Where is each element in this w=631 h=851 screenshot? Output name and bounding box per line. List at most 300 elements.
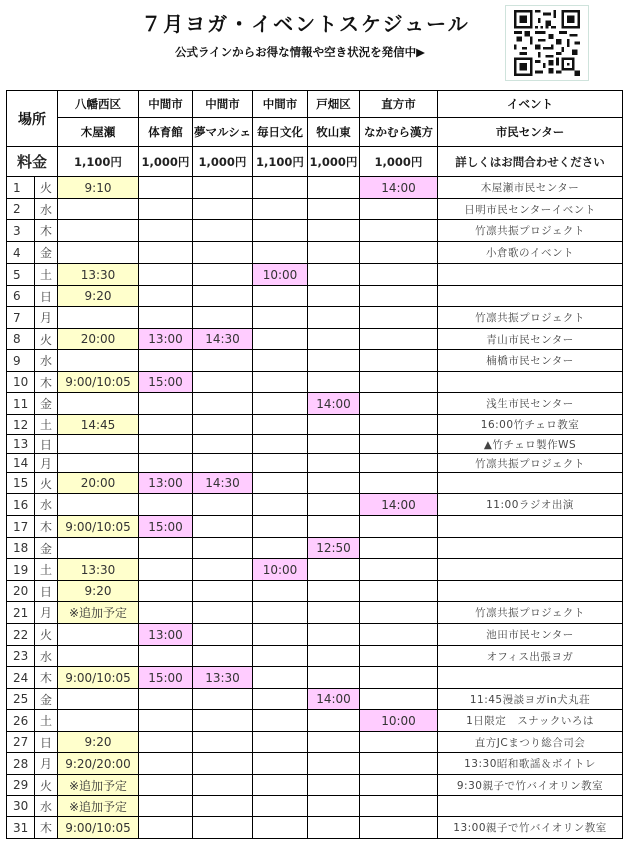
cell-nakamura-kampo: [360, 775, 438, 796]
cell-makiyama-higashi: [308, 350, 360, 372]
cell-nakamura-kampo: [360, 753, 438, 775]
table-row: [7, 393, 623, 415]
table-row: [7, 732, 623, 753]
day-of-week: 月: [35, 602, 58, 624]
day-number: 11: [7, 393, 35, 415]
cell-yume-marche: [193, 516, 253, 538]
cell-nakamura-kampo: [360, 473, 438, 494]
cell-event: [438, 372, 623, 393]
table-row: [7, 435, 623, 454]
cell-event: 11:45漫談ヨガin犬丸荘: [438, 689, 623, 710]
table-row: [7, 494, 623, 516]
cell-kiyase: [58, 646, 139, 667]
day-number: 26: [7, 710, 35, 732]
cell-yume-marche: [193, 796, 253, 817]
cell-mainichi-bunka: [253, 220, 308, 242]
column-venue: 毎日文化: [253, 118, 308, 147]
day-number: 22: [7, 624, 35, 646]
cell-event: 浅生市民センター: [438, 393, 623, 415]
fee-label: 料金: [7, 147, 58, 177]
cell-taiikukan: 15:00: [139, 667, 193, 689]
cell-mainichi-bunka: [253, 307, 308, 329]
cell-taiikukan: [139, 264, 193, 286]
day-of-week: 木: [35, 817, 58, 839]
table-row: [7, 329, 623, 350]
cell-nakamura-kampo: [360, 689, 438, 710]
cell-yume-marche: [193, 454, 253, 473]
cell-yume-marche: 14:30: [193, 473, 253, 494]
cell-yume-marche: [193, 264, 253, 286]
cell-event: 竹凛共振プロジェクト: [438, 602, 623, 624]
qr-code-icon[interactable]: [505, 5, 589, 81]
column-fee: 1,000円: [139, 147, 193, 177]
cell-event: 木屋瀬市民センター: [438, 177, 623, 199]
day-number: 6: [7, 286, 35, 307]
cell-makiyama-higashi: 12:50: [308, 538, 360, 559]
cell-makiyama-higashi: [308, 667, 360, 689]
cell-event: [438, 286, 623, 307]
cell-kiyase: ※追加予定: [58, 775, 139, 796]
cell-taiikukan: [139, 393, 193, 415]
cell-event: 日明市民センターイベント: [438, 199, 623, 220]
cell-kiyase: ※追加予定: [58, 796, 139, 817]
cell-makiyama-higashi: [308, 329, 360, 350]
cell-mainichi-bunka: [253, 393, 308, 415]
cell-taiikukan: 13:00: [139, 473, 193, 494]
cell-nakamura-kampo: [360, 435, 438, 454]
cell-kiyase: [58, 435, 139, 454]
cell-nakamura-kampo: 14:00: [360, 494, 438, 516]
day-number: 12: [7, 415, 35, 435]
column-fee: 1,000円: [193, 147, 253, 177]
day-number: 17: [7, 516, 35, 538]
cell-yume-marche: [193, 415, 253, 435]
cell-taiikukan: [139, 581, 193, 602]
day-of-week: 水: [35, 350, 58, 372]
cell-makiyama-higashi: [308, 220, 360, 242]
day-number: 23: [7, 646, 35, 667]
day-number: 9: [7, 350, 35, 372]
cell-mainichi-bunka: [253, 581, 308, 602]
cell-nakamura-kampo: [360, 264, 438, 286]
table-row: [7, 753, 623, 775]
schedule-table: [6, 90, 623, 839]
fee-row: [7, 147, 623, 177]
day-number: 24: [7, 667, 35, 689]
cell-yume-marche: [193, 307, 253, 329]
cell-nakamura-kampo: [360, 286, 438, 307]
cell-mainichi-bunka: [253, 329, 308, 350]
cell-mainichi-bunka: [253, 689, 308, 710]
day-of-week: 金: [35, 538, 58, 559]
day-of-week: 土: [35, 559, 58, 581]
header-row-venue: [7, 118, 623, 147]
day-number: 8: [7, 329, 35, 350]
cell-yume-marche: [193, 538, 253, 559]
cell-taiikukan: [139, 415, 193, 435]
cell-taiikukan: [139, 242, 193, 264]
day-of-week: 土: [35, 415, 58, 435]
cell-yume-marche: [193, 753, 253, 775]
day-of-week: 火: [35, 177, 58, 199]
day-number: 20: [7, 581, 35, 602]
cell-yume-marche: [193, 689, 253, 710]
cell-yume-marche: [193, 775, 253, 796]
cell-kiyase: 20:00: [58, 473, 139, 494]
cell-kiyase: 9:20: [58, 732, 139, 753]
cell-makiyama-higashi: [308, 559, 360, 581]
cell-taiikukan: [139, 710, 193, 732]
page-title: ７月ヨガ・イベントスケジュール: [141, 12, 470, 36]
cell-kiyase: [58, 494, 139, 516]
cell-makiyama-higashi: [308, 372, 360, 393]
table-row: [7, 646, 623, 667]
cell-yume-marche: [193, 242, 253, 264]
cell-kiyase: 9:20/20:00: [58, 753, 139, 775]
cell-event: [438, 473, 623, 494]
cell-mainichi-bunka: [253, 667, 308, 689]
cell-makiyama-higashi: [308, 796, 360, 817]
cell-makiyama-higashi: 14:00: [308, 689, 360, 710]
cell-yume-marche: [193, 732, 253, 753]
cell-taiikukan: [139, 454, 193, 473]
cell-taiikukan: [139, 199, 193, 220]
column-venue: 夢マルシェ: [193, 118, 253, 147]
cell-kiyase: 9:00/10:05: [58, 372, 139, 393]
cell-mainichi-bunka: [253, 710, 308, 732]
day-of-week: 水: [35, 494, 58, 516]
cell-mainichi-bunka: [253, 602, 308, 624]
cell-nakamura-kampo: [360, 602, 438, 624]
table-row: [7, 796, 623, 817]
table-row: [7, 559, 623, 581]
column-area: 中間市: [139, 91, 193, 118]
column-area: 戸畑区: [308, 91, 360, 118]
day-number: 7: [7, 307, 35, 329]
cell-mainichi-bunka: [253, 732, 308, 753]
table-row: [7, 415, 623, 435]
day-number: 10: [7, 372, 35, 393]
day-of-week: 金: [35, 242, 58, 264]
cell-event: オフィス出張ヨガ: [438, 646, 623, 667]
cell-yume-marche: [193, 581, 253, 602]
cell-makiyama-higashi: [308, 454, 360, 473]
cell-yume-marche: 13:30: [193, 667, 253, 689]
cell-mainichi-bunka: [253, 796, 308, 817]
day-of-week: 火: [35, 329, 58, 350]
day-number: 28: [7, 753, 35, 775]
cell-kiyase: 14:45: [58, 415, 139, 435]
day-number: 4: [7, 242, 35, 264]
table-row: [7, 264, 623, 286]
table-row: [7, 538, 623, 559]
table-row: [7, 242, 623, 264]
cell-makiyama-higashi: [308, 646, 360, 667]
day-number: 16: [7, 494, 35, 516]
day-number: 25: [7, 689, 35, 710]
day-number: 21: [7, 602, 35, 624]
cell-mainichi-bunka: [253, 473, 308, 494]
cell-nakamura-kampo: [360, 559, 438, 581]
column-venue: 木屋瀬: [58, 118, 139, 147]
day-of-week: 土: [35, 710, 58, 732]
cell-event: [438, 516, 623, 538]
cell-kiyase: ※追加予定: [58, 602, 139, 624]
cell-kiyase: 9:00/10:05: [58, 667, 139, 689]
cell-nakamura-kampo: [360, 817, 438, 839]
table-row: [7, 177, 623, 199]
table-row: [7, 624, 623, 646]
day-number: 31: [7, 817, 35, 839]
cell-taiikukan: [139, 689, 193, 710]
cell-nakamura-kampo: [360, 516, 438, 538]
cell-nakamura-kampo: [360, 581, 438, 602]
cell-event: 池田市民センター: [438, 624, 623, 646]
cell-yume-marche: [193, 350, 253, 372]
cell-taiikukan: [139, 350, 193, 372]
day-number: 13: [7, 435, 35, 454]
day-of-week: 木: [35, 372, 58, 393]
qr-code-graphic: [510, 10, 584, 76]
table-row: [7, 581, 623, 602]
cell-nakamura-kampo: [360, 796, 438, 817]
cell-makiyama-higashi: [308, 581, 360, 602]
cell-makiyama-higashi: [308, 199, 360, 220]
cell-taiikukan: [139, 753, 193, 775]
cell-yume-marche: [193, 494, 253, 516]
cell-mainichi-bunka: [253, 286, 308, 307]
cell-nakamura-kampo: [360, 242, 438, 264]
cell-taiikukan: [139, 732, 193, 753]
cell-mainichi-bunka: [253, 435, 308, 454]
column-area: イベント: [438, 91, 623, 118]
cell-taiikukan: 15:00: [139, 516, 193, 538]
column-venue: 牧山東: [308, 118, 360, 147]
table-row: [7, 199, 623, 220]
cell-nakamura-kampo: [360, 307, 438, 329]
table-row: [7, 775, 623, 796]
cell-yume-marche: [193, 220, 253, 242]
cell-kiyase: [58, 220, 139, 242]
day-number: 1: [7, 177, 35, 199]
cell-yume-marche: [193, 602, 253, 624]
day-of-week: 木: [35, 220, 58, 242]
cell-taiikukan: [139, 435, 193, 454]
column-fee: 1,000円: [308, 147, 360, 177]
cell-mainichi-bunka: 10:00: [253, 264, 308, 286]
cell-nakamura-kampo: [360, 199, 438, 220]
table-row: [7, 220, 623, 242]
cell-makiyama-higashi: [308, 264, 360, 286]
cell-event: [438, 581, 623, 602]
table-row: [7, 286, 623, 307]
day-number: 18: [7, 538, 35, 559]
day-of-week: 金: [35, 393, 58, 415]
cell-makiyama-higashi: [308, 307, 360, 329]
cell-makiyama-higashi: [308, 473, 360, 494]
cell-makiyama-higashi: [308, 753, 360, 775]
day-of-week: 日: [35, 435, 58, 454]
cell-taiikukan: [139, 775, 193, 796]
cell-taiikukan: [139, 602, 193, 624]
cell-taiikukan: [139, 646, 193, 667]
cell-makiyama-higashi: [308, 286, 360, 307]
cell-nakamura-kampo: [360, 646, 438, 667]
cell-kiyase: 9:20: [58, 286, 139, 307]
column-fee: 1,000円: [360, 147, 438, 177]
cell-event: 竹凛共振プロジェクト: [438, 220, 623, 242]
cell-mainichi-bunka: [253, 494, 308, 516]
cell-yume-marche: [193, 817, 253, 839]
cell-mainichi-bunka: [253, 372, 308, 393]
cell-makiyama-higashi: [308, 624, 360, 646]
cell-nakamura-kampo: [360, 393, 438, 415]
cell-kiyase: [58, 624, 139, 646]
cell-yume-marche: [193, 624, 253, 646]
table-row: [7, 372, 623, 393]
table-row: [7, 473, 623, 494]
cell-makiyama-higashi: [308, 415, 360, 435]
column-area: 中間市: [253, 91, 308, 118]
cell-makiyama-higashi: [308, 775, 360, 796]
cell-kiyase: 13:30: [58, 264, 139, 286]
cell-taiikukan: [139, 494, 193, 516]
cell-yume-marche: [193, 372, 253, 393]
cell-taiikukan: [139, 286, 193, 307]
cell-nakamura-kampo: 14:00: [360, 177, 438, 199]
day-number: 19: [7, 559, 35, 581]
cell-event: [438, 559, 623, 581]
cell-taiikukan: 15:00: [139, 372, 193, 393]
cell-makiyama-higashi: [308, 602, 360, 624]
place-label: 場所: [7, 91, 58, 147]
cell-event: 小倉歌のイベント: [438, 242, 623, 264]
cell-yume-marche: [193, 435, 253, 454]
cell-mainichi-bunka: 10:00: [253, 559, 308, 581]
cell-kiyase: 13:30: [58, 559, 139, 581]
day-of-week: 月: [35, 753, 58, 775]
cell-mainichi-bunka: [253, 177, 308, 199]
cell-mainichi-bunka: [253, 350, 308, 372]
cell-event: 9:30親子で竹バイオリン教室: [438, 775, 623, 796]
cell-mainichi-bunka: [253, 242, 308, 264]
cell-nakamura-kampo: [360, 732, 438, 753]
cell-nakamura-kampo: [360, 350, 438, 372]
cell-taiikukan: [139, 796, 193, 817]
cell-mainichi-bunka: [253, 817, 308, 839]
column-venue: 市民センター: [438, 118, 623, 147]
cell-makiyama-higashi: [308, 516, 360, 538]
table-row: [7, 817, 623, 839]
cell-yume-marche: [193, 393, 253, 415]
cell-mainichi-bunka: [253, 538, 308, 559]
day-of-week: 水: [35, 199, 58, 220]
day-of-week: 水: [35, 646, 58, 667]
day-number: 30: [7, 796, 35, 817]
cell-event: [438, 538, 623, 559]
cell-kiyase: [58, 538, 139, 559]
day-number: 29: [7, 775, 35, 796]
table-row: [7, 516, 623, 538]
cell-nakamura-kampo: [360, 538, 438, 559]
cell-kiyase: 9:20: [58, 581, 139, 602]
cell-nakamura-kampo: [360, 415, 438, 435]
day-of-week: 火: [35, 624, 58, 646]
cell-mainichi-bunka: [253, 624, 308, 646]
day-of-week: 水: [35, 796, 58, 817]
column-fee: 1,100円: [58, 147, 139, 177]
cell-event: 直方JCまつり総合司会: [438, 732, 623, 753]
cell-yume-marche: 14:30: [193, 329, 253, 350]
day-of-week: 土: [35, 264, 58, 286]
day-number: 27: [7, 732, 35, 753]
cell-mainichi-bunka: [253, 646, 308, 667]
cell-event: 楠橋市民センター: [438, 350, 623, 372]
cell-nakamura-kampo: 10:00: [360, 710, 438, 732]
column-fee: 詳しくはお問合わせください: [438, 147, 623, 177]
cell-makiyama-higashi: [308, 732, 360, 753]
cell-taiikukan: [139, 177, 193, 199]
table-row: [7, 454, 623, 473]
cell-mainichi-bunka: [253, 753, 308, 775]
cell-makiyama-higashi: [308, 242, 360, 264]
cell-kiyase: [58, 454, 139, 473]
cell-nakamura-kampo: [360, 667, 438, 689]
cell-event: ▲竹チェロ製作WS: [438, 435, 623, 454]
cell-makiyama-higashi: [308, 494, 360, 516]
cell-event: 16:00竹チェロ教室: [438, 415, 623, 435]
cell-taiikukan: [139, 307, 193, 329]
cell-yume-marche: [193, 559, 253, 581]
cell-yume-marche: [193, 710, 253, 732]
cell-makiyama-higashi: 14:00: [308, 393, 360, 415]
day-of-week: 日: [35, 581, 58, 602]
cell-taiikukan: 13:00: [139, 329, 193, 350]
cell-nakamura-kampo: [360, 454, 438, 473]
cell-kiyase: [58, 393, 139, 415]
cell-yume-marche: [193, 199, 253, 220]
cell-kiyase: 20:00: [58, 329, 139, 350]
cell-nakamura-kampo: [360, 372, 438, 393]
cell-mainichi-bunka: [253, 199, 308, 220]
cell-kiyase: [58, 199, 139, 220]
cell-kiyase: 9:00/10:05: [58, 516, 139, 538]
day-of-week: 金: [35, 689, 58, 710]
cell-event: 竹凛共振プロジェクト: [438, 307, 623, 329]
cell-event: 1日限定 スナックいろは: [438, 710, 623, 732]
cell-nakamura-kampo: [360, 624, 438, 646]
column-area: 中間市: [193, 91, 253, 118]
cell-makiyama-higashi: [308, 710, 360, 732]
cell-kiyase: [58, 710, 139, 732]
header-row-area: [7, 91, 623, 118]
cell-taiikukan: [139, 817, 193, 839]
cell-makiyama-higashi: [308, 435, 360, 454]
column-venue: 体育館: [139, 118, 193, 147]
cell-yume-marche: [193, 177, 253, 199]
day-of-week: 木: [35, 516, 58, 538]
cell-kiyase: [58, 242, 139, 264]
line-promo-text: 公式ラインからお得な情報や空き状況を発信中▶: [175, 45, 425, 59]
table-row: [7, 710, 623, 732]
table-row: [7, 667, 623, 689]
day-number: 14: [7, 454, 35, 473]
cell-taiikukan: [139, 220, 193, 242]
cell-mainichi-bunka: [253, 415, 308, 435]
cell-event: 11:00ラジオ出演: [438, 494, 623, 516]
table-row: [7, 689, 623, 710]
column-area: 八幡西区: [58, 91, 139, 118]
